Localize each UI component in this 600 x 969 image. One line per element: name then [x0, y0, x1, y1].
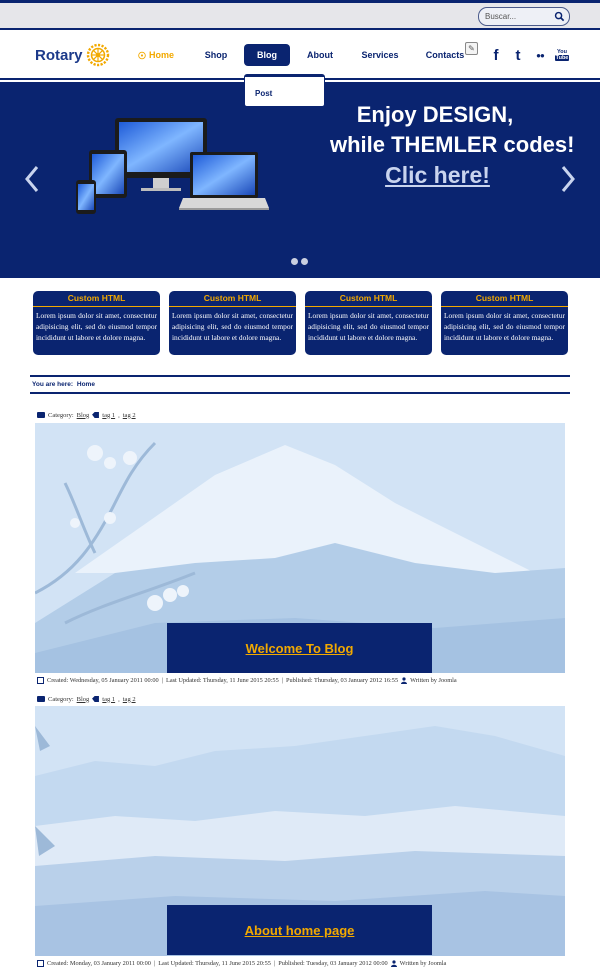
folder-icon	[37, 696, 45, 702]
youtube-bottom-text: Tube	[555, 55, 569, 61]
category-label: Category:	[48, 695, 74, 703]
hero-line-1: Enjoy DESIGN,	[356, 102, 514, 127]
nav-item-blog[interactable]	[244, 44, 290, 66]
search-icon[interactable]	[554, 11, 565, 22]
nav-item-label: Blog	[257, 50, 277, 60]
box-title: Custom HTML	[169, 291, 296, 307]
blog-dropdown	[244, 74, 325, 107]
custom-html-box	[33, 291, 160, 355]
nav-item-shop[interactable]	[202, 44, 230, 66]
nav-item-label: Services	[361, 50, 399, 60]
category-label: Category:	[48, 411, 74, 419]
tag-separator: ,	[118, 411, 120, 419]
logo-text: Rotary	[35, 46, 83, 64]
hero-line-2: while THEMLER codes!	[330, 132, 575, 157]
twitter-icon[interactable]	[512, 46, 524, 64]
folder-icon	[37, 412, 45, 418]
top-bar	[0, 0, 600, 30]
slider-dot[interactable]	[291, 258, 298, 265]
category-link[interactable]: Blog	[76, 411, 90, 419]
twitter-glyph: t	[515, 46, 521, 64]
tag-link[interactable]: tag 2	[122, 411, 136, 419]
slider-next-icon[interactable]	[558, 164, 578, 194]
facebook-glyph: f	[493, 46, 499, 64]
breadcrumb	[30, 375, 570, 394]
slider-prev-icon[interactable]	[22, 164, 42, 194]
site-header	[0, 30, 600, 80]
custom-html-box	[169, 291, 296, 355]
author: Written by Joomla	[399, 959, 447, 967]
devices-illustration	[75, 116, 270, 216]
search-input[interactable]	[485, 10, 555, 23]
box-body: Lorem ipsum dolor sit amet, consectetur adipisicing elit, sed do eiusmod tempor incididunt ut labore et dolore magna.	[308, 311, 429, 342]
nav-item-about[interactable]	[304, 44, 336, 66]
article-category-bar	[37, 410, 136, 420]
tag-link[interactable]: tag 1	[102, 695, 116, 703]
dropdown-item-post[interactable]: Post	[255, 89, 273, 98]
nav-item-services[interactable]	[360, 44, 400, 66]
author-icon	[401, 677, 407, 684]
calendar-icon	[37, 960, 44, 967]
tag-icon	[92, 696, 99, 702]
article-title-banner[interactable]	[167, 905, 432, 955]
facebook-icon[interactable]	[490, 46, 502, 64]
main-nav	[0, 44, 600, 68]
article-image	[35, 423, 565, 673]
box-body: Lorem ipsum dolor sit amet, consectetur adipisicing elit, sed do eiusmod tempor incididunt ut labore et dolore magna.	[444, 311, 565, 342]
tag-separator: ,	[118, 695, 120, 703]
box-title: Custom HTML	[33, 291, 160, 307]
author: Written by Joomla	[410, 676, 457, 684]
published-date: Published: Tuesday, 03 January 2012 00:00	[278, 959, 388, 967]
box-title: Custom HTML	[441, 291, 568, 307]
breadcrumb-prefix: You are here:	[32, 381, 74, 388]
tag-icon	[92, 412, 99, 418]
custom-html-box	[305, 291, 432, 355]
custom-html-box	[441, 291, 568, 355]
updated-date: Last Updated: Thursday, 11 June 2015 20:55	[165, 676, 279, 684]
updated-date: Last Updated: Thursday, 11 June 2015 20:55	[158, 959, 271, 967]
youtube-icon[interactable]	[555, 46, 569, 64]
youtube-top-text: You	[557, 49, 567, 55]
flickr-glyph: ●●	[536, 50, 544, 60]
flickr-icon[interactable]	[532, 46, 548, 64]
article-info-bar: Created: Monday, 03 January 2011 00:00 | Last Updated: Thursday, 11 June 2015 20:55 | Published: Tuesday, 03 January 2012 00:00 Written by Joomla	[37, 958, 446, 968]
calendar-icon	[37, 677, 44, 684]
published-date: Published: Thursday, 03 January 2012 16:55	[285, 676, 399, 684]
nav-item-label: Shop	[204, 50, 228, 60]
article-category-bar	[37, 694, 136, 704]
slider-dots	[291, 258, 308, 265]
created-date: Created: Wednesday, 05 January 2011 00:00	[47, 676, 159, 684]
author-icon	[391, 960, 397, 967]
nav-item-contacts[interactable]	[425, 44, 465, 66]
edit-pencil-icon[interactable]: ✎	[465, 42, 478, 55]
hero-link[interactable]: Clic here!	[385, 162, 490, 188]
slider-dot[interactable]	[301, 258, 308, 265]
category-link[interactable]: Blog	[76, 695, 90, 703]
home-wheel-icon	[138, 50, 146, 61]
tag-link[interactable]: tag 1	[102, 411, 116, 419]
article-image	[35, 706, 565, 956]
article-title[interactable]: Welcome To Blog	[245, 640, 354, 656]
box-title: Custom HTML	[305, 291, 432, 307]
search-box[interactable]	[478, 7, 570, 26]
nav-item-label: Home	[148, 50, 174, 60]
breadcrumb-current: Home	[76, 381, 95, 388]
nav-item-label: About	[307, 50, 333, 60]
nav-item-home[interactable]	[138, 44, 174, 66]
tag-link[interactable]: tag 2	[122, 695, 136, 703]
article-title-banner[interactable]	[167, 623, 432, 673]
nav-item-label: Contacts	[425, 50, 465, 60]
article-title[interactable]: About home page	[244, 922, 355, 938]
article-info-bar: Created: Wednesday, 05 January 2011 00:00 | Last Updated: Thursday, 11 June 2015 20:55 | Published: Thursday, 03 January 2012 16:55 Written by Joomla	[37, 675, 457, 685]
box-body: Lorem ipsum dolor sit amet, consectetur adipisicing elit, sed do eiusmod tempor incididunt ut labore et dolore magna.	[172, 311, 293, 342]
box-body: Lorem ipsum dolor sit amet, consectetur adipisicing elit, sed do eiusmod tempor incididunt ut labore et dolore magna.	[36, 311, 157, 342]
created-date: Created: Monday, 03 January 2011 00:00	[47, 959, 151, 967]
hero-slider	[0, 82, 600, 278]
